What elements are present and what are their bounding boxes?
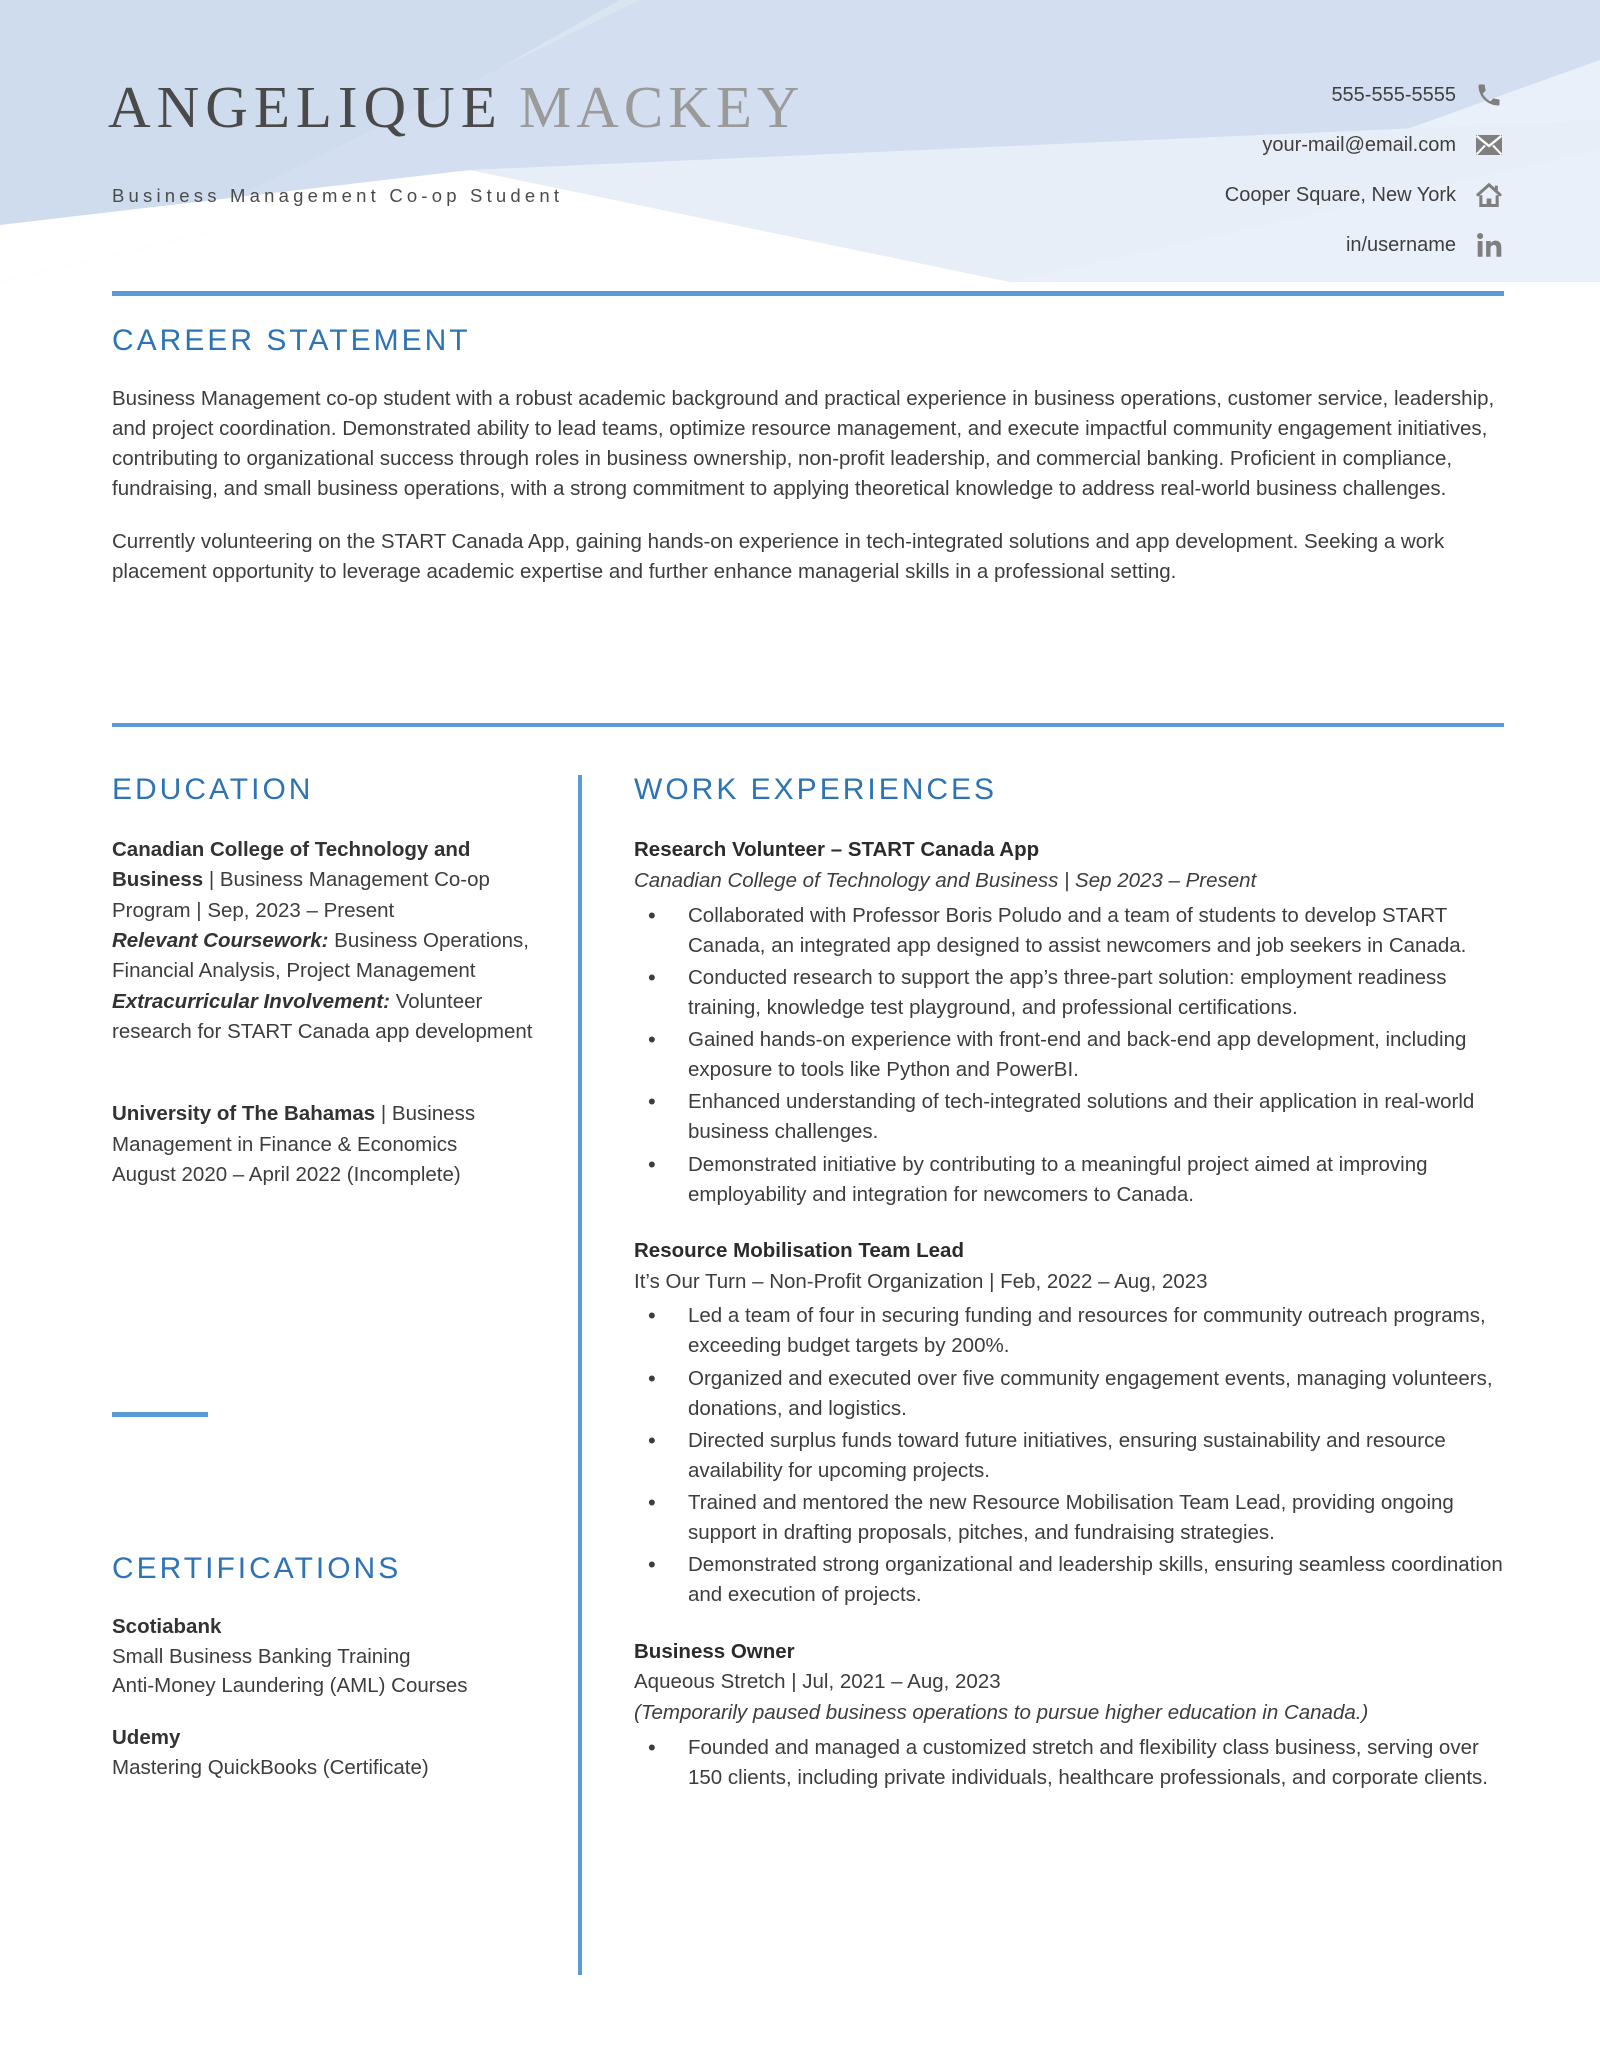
candidate-name (108, 74, 805, 140)
linkedin-icon (1474, 230, 1504, 260)
contact-phone-text: 555-555-5555 (1331, 83, 1456, 106)
education-school: Canadian College of Technology and Business (112, 838, 471, 892)
job-bullet-list (634, 901, 1504, 1210)
career-statement-paragraph-1: Business Management co-op student with a robust academic background and practical experience in business operations, customer service, leadership, and project coordination. Demonstrated ability to lead teams, optimize resource management, and execute impactful community engagement initiatives, contributing to organizational success through roles in business ownership, non-profit leadership, and commercial banking. Proficient in compliance, fundraising, and small business operations, with a strong commitment to applying theoretical knowledge to address real-world business challenges. (112, 387, 1495, 501)
job-bullet-list (634, 1301, 1504, 1610)
career-statement-paragraph-2: Currently volunteering on the START Canada App, gaining hands-on experience in tech-integrated solutions and app development. Seeking a work placement opportunity to leverage academic expertise and further enhance managerial skills in a professional setting. (112, 529, 1445, 583)
job-bullet: • Enhanced understanding of tech-integrated solutions and their application in real-world business challenges. (634, 1087, 1504, 1147)
name-last: MACKEY (518, 74, 805, 140)
job-bullet: • Trained and mentored the new Resource Mobilisation Team Lead, providing ongoing support in drafting proposals, pitches, and fundraising strategies. (634, 1488, 1504, 1548)
contact-email-text: your-mail@email.com (1262, 133, 1456, 156)
education-dates: August 2020 – April 2022 (Incomplete) (112, 1162, 461, 1186)
home-icon (1474, 180, 1504, 210)
job-role: Research Volunteer – START Canada App (634, 838, 1040, 861)
job-bullet: • Conducted research to support the app’s three-part solution: employment readiness training, knowledge test playground, and professional certifications. (634, 963, 1504, 1023)
divider-top (112, 291, 1504, 296)
job-meta: It’s Our Turn – Non-Profit Organization | Feb, 2022 – Aug, 2023 (634, 1269, 1208, 1293)
job-note: (Temporarily paused business operations to pursue higher education in Canada.) (634, 1701, 1369, 1724)
certification-group (112, 1723, 552, 1782)
education-program: Business Management in Finance & Economics (112, 1102, 476, 1156)
job-bullet: • Collaborated with Professor Boris Poludo and a team of students to develop START Canada, an integrated app designed to assist newcomers and job seekers in Canada. (634, 901, 1504, 961)
job-bullet: • Founded and managed a customized stretch and flexibility class business, serving over 150 clients, including private individuals, healthcare professionals, and corporate clients. (634, 1733, 1504, 1793)
name-first: ANGELIQUE (108, 74, 503, 140)
certification-org: Udemy (112, 1726, 181, 1750)
contact-list (1084, 76, 1504, 276)
certification-item: Small Business Banking Training (112, 1644, 411, 1668)
education-entry (112, 1099, 552, 1190)
certification-group (112, 1612, 552, 1701)
email-icon (1474, 130, 1504, 160)
education-detail-value: Volunteer research for START Canada app development (112, 989, 533, 1043)
job-role: Resource Mobilisation Team Lead (634, 1238, 964, 1262)
certification-org: Scotiabank (112, 1615, 222, 1638)
work-experience-entry (634, 1637, 1504, 1794)
education-section (112, 773, 552, 1190)
job-bullet: • Directed surplus funds toward future initiatives, ensuring sustainability and resource availability for upcoming projects. (634, 1426, 1504, 1486)
certifications-section (112, 1552, 552, 1805)
job-bullet: • Gained hands-on experience with front-end and back-end app development, including exposure to tools like Python and PowerBI. (634, 1025, 1504, 1085)
work-experience-entry (634, 1236, 1504, 1611)
job-bullet-list (634, 1733, 1504, 1793)
section-heading-certifications: CERTIFICATIONS (112, 1552, 402, 1585)
education-detail-label: Relevant Coursework: (112, 928, 329, 952)
job-meta: Canadian College of Technology and Business | Sep 2023 – Present (634, 868, 1257, 892)
contact-row-phone (1084, 76, 1504, 114)
section-heading-work-experiences: WORK EXPERIENCES (634, 773, 998, 806)
contact-row-email (1084, 126, 1504, 164)
certification-item: Anti-Money Laundering (AML) Courses (112, 1674, 468, 1698)
job-bullet: • Demonstrated initiative by contributing to a meaningful project aimed at improving employability and integration for newcomers to Canada. (634, 1150, 1504, 1210)
divider-middle (112, 723, 1504, 727)
phone-icon (1474, 80, 1504, 110)
job-bullet: • Organized and executed over five community engagement events, managing volunteers, donations, and logistics. (634, 1364, 1504, 1424)
spacer (112, 1047, 552, 1099)
job-bullet: • Demonstrated strong organizational and leadership skills, ensuring seamless coordination and execution of projects. (634, 1550, 1504, 1610)
education-entry (112, 835, 552, 1047)
education-detail-value: Business Operations, Financial Analysis, Project Management (112, 928, 529, 983)
section-heading-education: EDUCATION (112, 773, 314, 806)
education-school: University of The Bahamas (112, 1102, 376, 1126)
job-bullet: • Led a team of four in securing funding and resources for community outreach programs, exceeding budget targets by 200%. (634, 1301, 1504, 1361)
education-program: Business Management Co-op Program | Sep, 2023 – Present (112, 868, 490, 922)
candidate-job-title: Business Management Co-op Student (112, 185, 564, 206)
certification-item: Mastering QuickBooks (Certificate) (112, 1755, 429, 1779)
education-detail-label: Extracurricular Involvement: (112, 989, 390, 1013)
work-experience-entry (634, 835, 1504, 1210)
career-statement-section (112, 324, 1512, 609)
work-experiences-section (634, 773, 1504, 1819)
divider-vertical (578, 775, 582, 1975)
job-role: Business Owner (634, 1639, 795, 1663)
section-heading-career-statement: CAREER STATEMENT (112, 324, 471, 357)
job-meta: Aqueous Stretch | Jul, 2021 – Aug, 2023 (634, 1670, 1001, 1694)
contact-linkedin-text: in/username (1345, 233, 1456, 256)
contact-row-address (1084, 176, 1504, 214)
resume-header (0, 0, 1600, 282)
divider-left-column (112, 1412, 208, 1417)
contact-row-linkedin (1084, 226, 1504, 264)
education-separator: | (203, 868, 220, 892)
education-separator: | (375, 1102, 392, 1126)
contact-address-text: Cooper Square, New York (1224, 183, 1456, 206)
